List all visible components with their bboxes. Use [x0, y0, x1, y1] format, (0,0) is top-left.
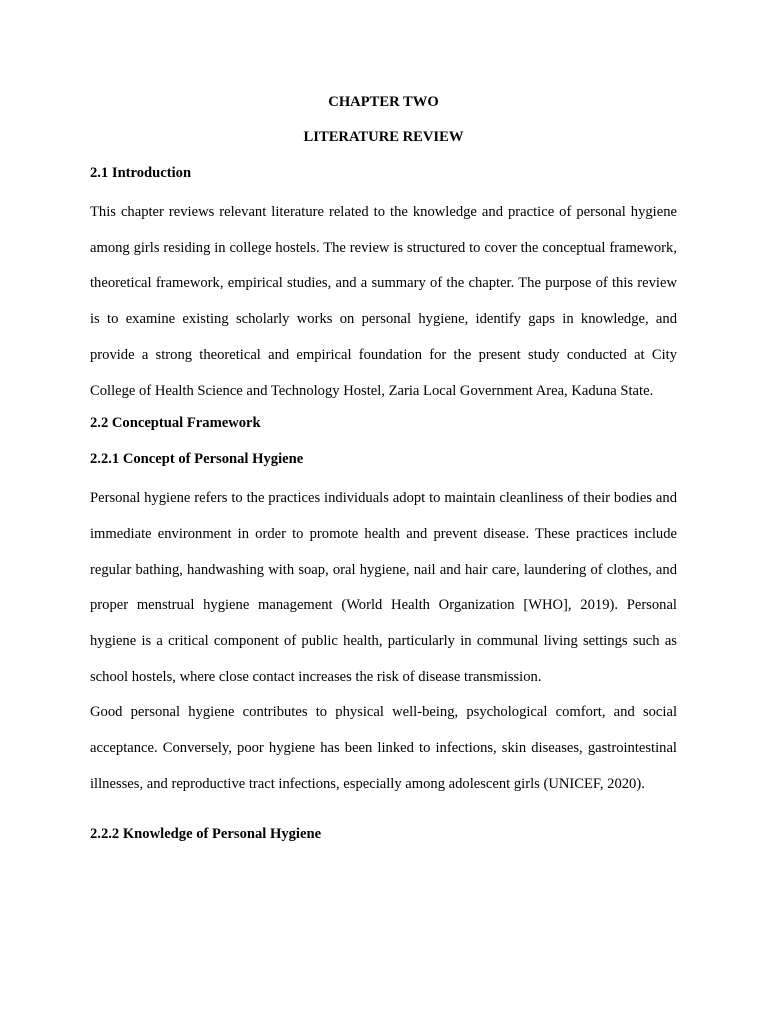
document-page: [90, 88, 677, 856]
chapter-title: CHAPTER TWO: [328, 94, 439, 110]
subsection-heading-knowledge-personal-hygiene: 2.2.2 Knowledge of Personal Hygiene: [90, 825, 322, 842]
section-heading-conceptual-framework: 2.2 Conceptual Framework: [90, 415, 261, 432]
concept-paragraph-1: Personal hygiene refers to the practices individuals adopt to maintain cleanliness of their bodies and immediate environment in order to promote health and prevent disease. These practices include regular bathing, handwashing with soap, oral hygiene, nail and hair care, laundering of clothes, and proper menstrual hygiene management (World Health Organization [WHO], 2019). Personal hygiene is a critical component of public health, particularly in communal living settings such as school hostels, where close contact increases the risk of disease transmission.: [90, 490, 677, 685]
concept-paragraph-2: Good personal hygiene contributes to physical well-being, psychological comfort, and social acceptance. Conversely, poor hygiene has been linked to infections, skin diseases, gastrointestinal illnesses, and reproductive tract infections, especially among adolescent girls (UNICEF, 2020).: [90, 704, 677, 792]
subsection-heading-concept-personal-hygiene: 2.2.1 Concept of Personal Hygiene: [90, 451, 304, 468]
section-heading-introduction: 2.1 Introduction: [90, 165, 192, 181]
intro-paragraph: This chapter reviews relevant literature related to the knowledge and practice of personal hygiene among girls residing in college hostels. The review is structured to cover the conceptual framework, theoretical framework, empirical studies, and a summary of the chapter. The purpose of this review is to examine existing scholarly works on personal hygiene, identify gaps in knowledge, and provide a strong theoretical and empirical foundation for the present study conducted at City College of Health Science and Technology Hostel, Zaria Local Government Area, Kaduna State.: [90, 204, 677, 399]
chapter-subtitle: LITERATURE REVIEW: [303, 129, 464, 145]
